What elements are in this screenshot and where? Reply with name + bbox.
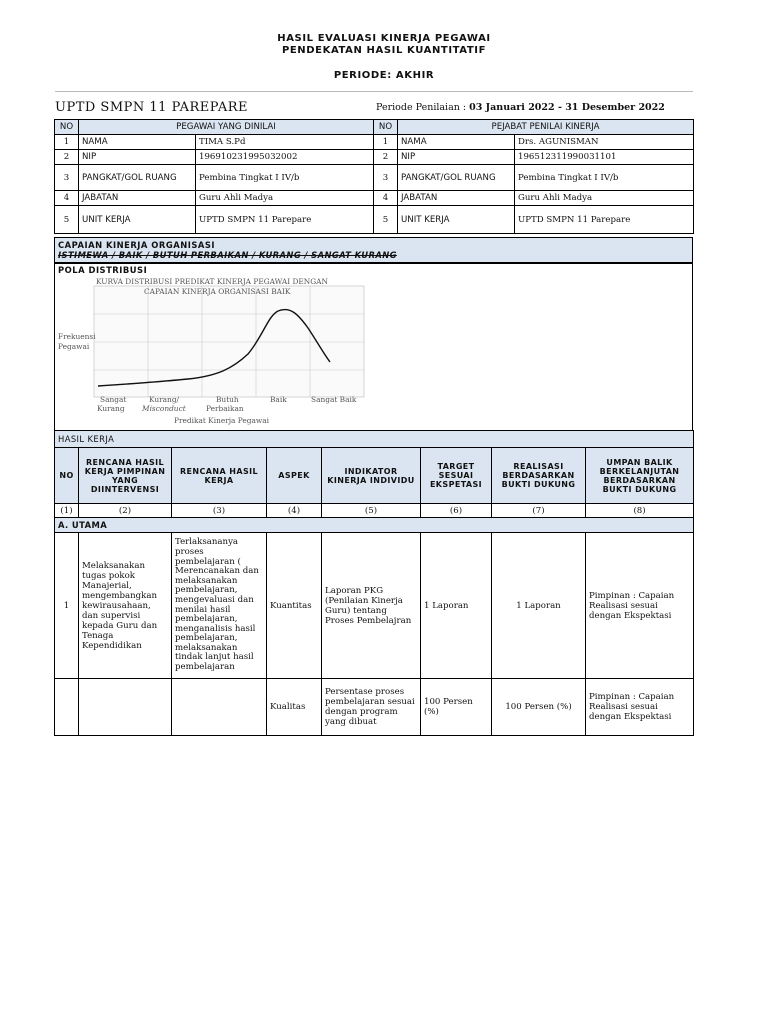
identity-row-nama	[55, 135, 694, 150]
col-num: (5)	[322, 504, 421, 518]
periode-penilaian-label: Periode Penilaian :	[376, 102, 470, 113]
periode-penilaian	[376, 102, 665, 113]
hasil-kerja-table	[54, 430, 694, 736]
identity-row-pangkat	[55, 165, 694, 191]
header-target: TARGET SESUAI EKSPETASI	[421, 448, 492, 504]
chart-grid	[94, 286, 364, 397]
rencana-hasil-kerja-text: Terlaksananya proses pembelajaran ( Merencanakan dan melaksanakan pembelajaran, mengevaluasi dan menilai hasil pembelajaran, menganalisis hasil pembelajaran, melaksanakan tindak lanjut hasil pembelajaran	[172, 533, 267, 679]
capaian-title: CAPAIAN KINERJA ORGANISASI	[58, 240, 216, 250]
indikator-text: Laporan PKG (Penilaian Kinerja Guru) tentang Proses Pembelajran	[322, 533, 421, 679]
category-butuh-2: Perbaikan	[206, 404, 244, 413]
header-divider	[55, 91, 693, 92]
row-no: 2	[55, 150, 79, 165]
category-sangat-baik: Sangat Baik	[311, 395, 357, 404]
category-kurang-1: Kurang/	[149, 395, 180, 404]
col-num: (2)	[79, 504, 172, 518]
category-sangat-kurang-1: Sangat	[100, 395, 127, 404]
target-text: 1 Laporan	[421, 533, 492, 679]
field-label: UNIT KERJA	[79, 206, 196, 234]
pegawai-unit: UPTD SMPN 11 Parepare	[196, 206, 374, 234]
aspek-text: Kuantitas	[267, 533, 322, 679]
capaian-options: ISTIMEWA / BAIK / BUTUH PERBAIKAN / KURANG / SANGAT KURANG	[58, 250, 397, 260]
school-name: UPTD SMPN 11 PAREPARE	[55, 100, 249, 115]
field-label: PANGKAT/GOL RUANG	[79, 165, 196, 191]
hasil-kerja-header-row	[55, 448, 694, 504]
periode-penilaian-value: 03 Januari 2022 - 31 Desember 2022	[469, 102, 665, 113]
pegawai-nip: 196910231995032002	[196, 150, 374, 165]
header-umpan-balik: UMPAN BALIK BERKELANJUTAN BERDASARKAN BUKTI DUKUNG	[586, 448, 694, 504]
umpan-balik-text: Pimpinan : Capaian Realisasi sesuai dengan Ekspektasi	[586, 679, 694, 736]
col-no-right: NO	[374, 120, 398, 135]
pegawai-nama: TIMA S.Pd	[196, 135, 374, 150]
identity-row-jabatan	[55, 191, 694, 206]
row-no: 4	[374, 191, 398, 206]
rencana-pimpinan-text: Melaksanakan tugas pokok Manajerial, mengembangkan kewirausahaan, dan supervisi kepada Guru dan Tenaga Kependidikan	[79, 533, 172, 679]
target-text: 100 Persen (%)	[421, 679, 492, 736]
umpan-balik-text: Pimpinan : Capaian Realisasi sesuai dengan Ekspektasi	[586, 533, 694, 679]
identity-row-unit	[55, 206, 694, 234]
header-no: NO	[55, 448, 79, 504]
y-axis-label-1: Frekuensi	[58, 332, 96, 341]
section-utama: A. UTAMA	[55, 518, 694, 533]
y-axis-label-2: Pegawai	[58, 342, 90, 351]
category-baik: Baik	[270, 395, 287, 404]
row-no: 2	[374, 150, 398, 165]
col-no-left: NO	[55, 120, 79, 135]
pejabat-jabatan: Guru Ahli Madya	[515, 191, 694, 206]
row-no: 4	[55, 191, 79, 206]
row-no: 1	[374, 135, 398, 150]
row-no: 3	[374, 165, 398, 191]
doc-title-line1: HASIL EVALUASI KINERJA PEGAWAI	[277, 33, 491, 44]
chart-title-1: KURVA DISTRIBUSI PREDIKAT KINERJA PEGAWAI DENGAN	[96, 277, 328, 286]
pegawai-dinilai-header: PEGAWAI YANG DINILAI	[79, 120, 374, 135]
pejabat-pangkat: Pembina Tingkat I IV/b	[515, 165, 694, 191]
pegawai-pangkat: Pembina Tingkat I IV/b	[196, 165, 374, 191]
header-realisasi: REALISASI BERDASARKAN BUKTI DUKUNG	[492, 448, 586, 504]
row-no: 1	[55, 135, 79, 150]
section-utama-row	[55, 518, 694, 533]
pejabat-nama: Drs. AGUNISMAN	[515, 135, 694, 150]
header-rencana-pimpinan: RENCANA HASIL KERJA PIMPINAN YANG DIINTERVENSI	[79, 448, 172, 504]
header-aspek: ASPEK	[267, 448, 322, 504]
chart-title-2: CAPAIAN KINERJA ORGANISASI BAIK	[144, 287, 291, 296]
hasil-kerja-title-row	[55, 431, 694, 448]
field-label: PANGKAT/GOL RUANG	[398, 165, 515, 191]
realisasi-text: 100 Persen (%)	[492, 679, 586, 736]
row-no: 1	[55, 533, 79, 679]
category-sangat-kurang-2: Kurang	[97, 404, 125, 413]
row-no: 5	[55, 206, 79, 234]
pejabat-unit: UPTD SMPN 11 Parepare	[515, 206, 694, 234]
pegawai-jabatan: Guru Ahli Madya	[196, 191, 374, 206]
capaian-section	[54, 237, 693, 264]
col-num: (7)	[492, 504, 586, 518]
indikator-text: Persentase proses pembelajaran sesuai dengan program yang dibuat	[322, 679, 421, 736]
header-indikator: INDIKATOR KINERJA INDIVIDU	[322, 448, 421, 504]
field-label: JABATAN	[79, 191, 196, 206]
chart-plot-area	[94, 286, 364, 397]
distribution-chart	[58, 274, 368, 429]
identity-row-nip	[55, 150, 694, 165]
category-kurang-2: Misconduct	[142, 404, 186, 413]
x-axis-label: Predikat Kinerja Pegawai	[174, 416, 270, 425]
row-no-empty	[55, 679, 79, 736]
field-label: NAMA	[398, 135, 515, 150]
identity-table	[54, 119, 694, 234]
aspek-text: Kualitas	[267, 679, 322, 736]
category-butuh-1: Butuh	[216, 395, 239, 404]
rencana-pimpinan-empty	[79, 679, 172, 736]
hasil-row-2	[55, 679, 694, 736]
row-no: 5	[374, 206, 398, 234]
field-label: NIP	[398, 150, 515, 165]
field-label: NAMA	[79, 135, 196, 150]
pejabat-nip: 196512311990031101	[515, 150, 694, 165]
hasil-row-1	[55, 533, 694, 679]
rencana-hasil-kerja-empty	[172, 679, 267, 736]
row-no: 3	[55, 165, 79, 191]
field-label: JABATAN	[398, 191, 515, 206]
column-number-row	[55, 504, 694, 518]
doc-title-line2: PENDEKATAN HASIL KUANTITATIF	[281, 45, 487, 56]
col-num: (8)	[586, 504, 694, 518]
pola-title: POLA DISTRIBUSI	[58, 265, 148, 275]
col-num: (1)	[55, 504, 79, 518]
pejabat-penilai-header: PEJABAT PENILAI KINERJA	[398, 120, 694, 135]
col-num: (3)	[172, 504, 267, 518]
doc-periode: PERIODE: AKHIR	[333, 70, 435, 81]
col-num: (6)	[421, 504, 492, 518]
field-label: UNIT KERJA	[398, 206, 515, 234]
identity-header-row	[55, 120, 694, 135]
field-label: NIP	[79, 150, 196, 165]
hasil-kerja-title: HASIL KERJA	[55, 431, 694, 448]
header-rencana: RENCANA HASIL KERJA	[172, 448, 267, 504]
col-num: (4)	[267, 504, 322, 518]
realisasi-text: 1 Laporan	[492, 533, 586, 679]
